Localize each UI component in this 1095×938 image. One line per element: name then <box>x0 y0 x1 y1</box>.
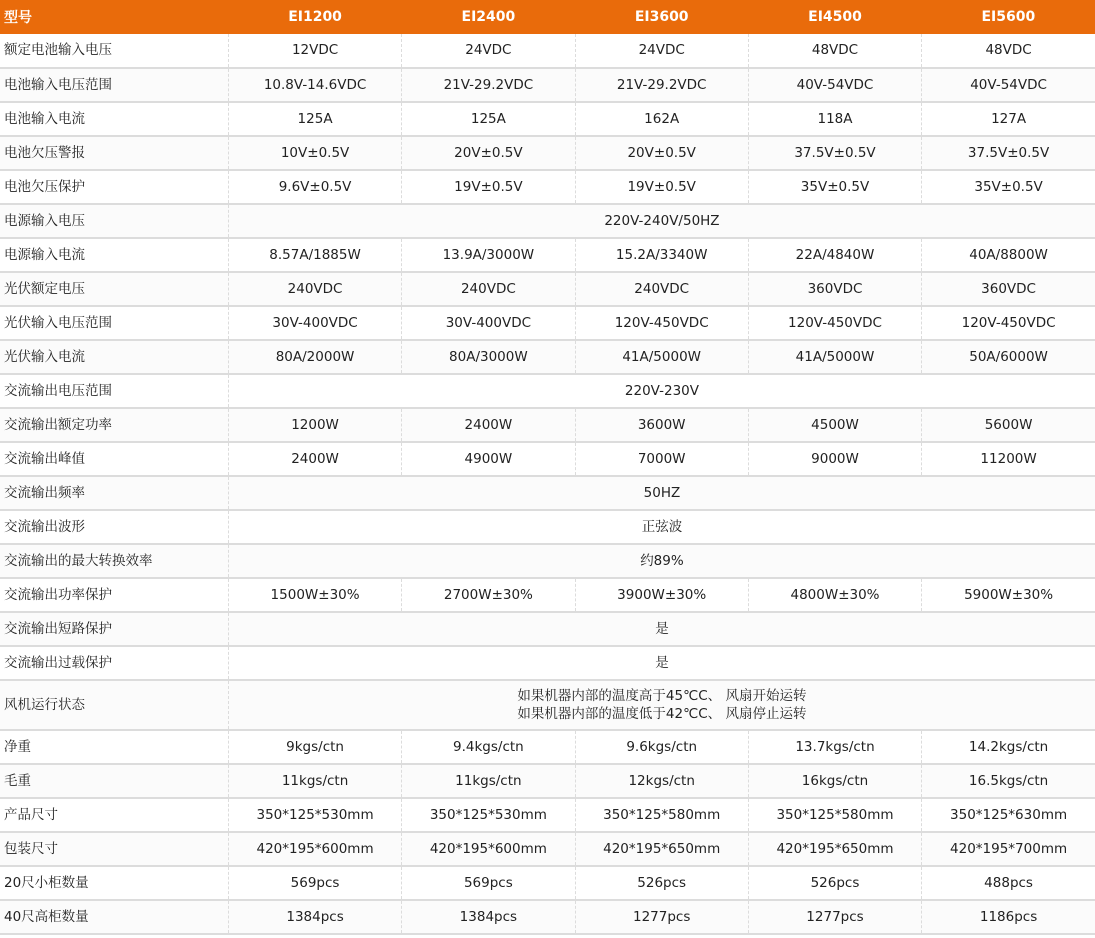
table-row <box>0 578 1095 612</box>
header-model-ei5600: EI5600 <box>922 0 1095 34</box>
spec-value-cell: 11200W <box>922 442 1095 476</box>
row-label: 光伏输入电流 <box>0 340 228 374</box>
spec-value-cell: 19V±0.5V <box>575 170 748 204</box>
table-row <box>0 170 1095 204</box>
spec-value-cell: 9.4kgs/ctn <box>402 730 575 764</box>
row-label: 光伏额定电压 <box>0 272 228 306</box>
spec-value-cell: 526pcs <box>575 866 748 900</box>
spec-value-cell: 80A/2000W <box>228 340 401 374</box>
spec-value-cell: 1384pcs <box>402 900 575 934</box>
spec-value-cell: 20V±0.5V <box>575 136 748 170</box>
table-row <box>0 730 1095 764</box>
spec-merged-cell: 是 <box>228 612 1095 646</box>
spec-value-cell: 360VDC <box>748 272 921 306</box>
spec-value-cell: 12VDC <box>228 34 401 68</box>
spec-value-cell: 40V-54VDC <box>922 68 1095 102</box>
spec-value-cell: 2700W±30% <box>402 578 575 612</box>
spec-merged-cell: 220V-240V/50HZ <box>228 204 1095 238</box>
row-label: 毛重 <box>0 764 228 798</box>
header-model-ei2400: EI2400 <box>402 0 575 34</box>
spec-value-cell: 30V-400VDC <box>402 306 575 340</box>
spec-value-cell: 16.5kgs/ctn <box>922 764 1095 798</box>
row-label: 电池输入电流 <box>0 102 228 136</box>
spec-value-cell: 420*195*600mm <box>228 832 401 866</box>
spec-value-cell: 350*125*580mm <box>748 798 921 832</box>
spec-value-cell: 1200W <box>228 408 401 442</box>
row-label: 产品尺寸 <box>0 798 228 832</box>
spec-value-cell: 488pcs <box>922 866 1095 900</box>
spec-value-cell: 120V-450VDC <box>748 306 921 340</box>
table-row <box>0 646 1095 680</box>
row-label: 电源输入电流 <box>0 238 228 272</box>
spec-value-cell: 41A/5000W <box>748 340 921 374</box>
spec-table-header <box>0 0 1095 34</box>
spec-value-cell: 2400W <box>228 442 401 476</box>
spec-value-cell: 420*195*700mm <box>922 832 1095 866</box>
spec-value-cell: 240VDC <box>575 272 748 306</box>
spec-merged-cell <box>228 680 1095 730</box>
spec-value-cell: 21V-29.2VDC <box>402 68 575 102</box>
spec-value-cell: 5600W <box>922 408 1095 442</box>
spec-value-cell: 10V±0.5V <box>228 136 401 170</box>
spec-value-cell: 9000W <box>748 442 921 476</box>
spec-value-cell: 350*125*630mm <box>922 798 1095 832</box>
merged-cell-line: 如果机器内部的温度高于45℃C、 风扇开始运转 <box>517 687 807 704</box>
table-row <box>0 204 1095 238</box>
spec-value-cell: 80A/3000W <box>402 340 575 374</box>
header-model-label: 型号 <box>0 0 228 34</box>
table-row <box>0 306 1095 340</box>
spec-value-cell: 4500W <box>748 408 921 442</box>
spec-value-cell: 48VDC <box>748 34 921 68</box>
row-label: 交流输出电压范围 <box>0 374 228 408</box>
spec-value-cell: 1500W±30% <box>228 578 401 612</box>
spec-value-cell: 350*125*530mm <box>228 798 401 832</box>
row-label: 额定电池输入电压 <box>0 34 228 68</box>
table-row <box>0 764 1095 798</box>
spec-value-cell: 12kgs/ctn <box>575 764 748 798</box>
spec-value-cell: 20V±0.5V <box>402 136 575 170</box>
spec-value-cell: 9.6kgs/ctn <box>575 730 748 764</box>
header-row <box>0 0 1095 34</box>
row-label: 交流输出过载保护 <box>0 646 228 680</box>
merged-cell-line: 如果机器内部的温度低于42℃C、 风扇停止运转 <box>517 706 807 722</box>
spec-value-cell: 13.7kgs/ctn <box>748 730 921 764</box>
spec-value-cell: 11kgs/ctn <box>228 764 401 798</box>
spec-value-cell: 360VDC <box>922 272 1095 306</box>
spec-value-cell: 24VDC <box>575 34 748 68</box>
spec-value-cell: 48VDC <box>922 34 1095 68</box>
spec-value-cell: 9.6V±0.5V <box>228 170 401 204</box>
spec-value-cell: 40V-54VDC <box>748 68 921 102</box>
table-row <box>0 866 1095 900</box>
spec-merged-cell: 220V-230V <box>228 374 1095 408</box>
row-label: 交流输出的最大转换效率 <box>0 544 228 578</box>
spec-value-cell: 569pcs <box>228 866 401 900</box>
row-label: 电池欠压警报 <box>0 136 228 170</box>
spec-value-cell: 15.2A/3340W <box>575 238 748 272</box>
spec-value-cell: 35V±0.5V <box>748 170 921 204</box>
table-row <box>0 68 1095 102</box>
spec-value-cell: 35V±0.5V <box>922 170 1095 204</box>
spec-value-cell: 1186pcs <box>922 900 1095 934</box>
spec-value-cell: 41A/5000W <box>575 340 748 374</box>
spec-value-cell: 1277pcs <box>748 900 921 934</box>
spec-value-cell: 1384pcs <box>228 900 401 934</box>
table-row <box>0 102 1095 136</box>
spec-value-cell: 40A/8800W <box>922 238 1095 272</box>
row-label: 光伏输入电压范围 <box>0 306 228 340</box>
spec-value-cell: 2400W <box>402 408 575 442</box>
spec-value-cell: 420*195*650mm <box>748 832 921 866</box>
spec-value-cell: 240VDC <box>402 272 575 306</box>
row-label: 风机运行状态 <box>0 680 228 730</box>
spec-value-cell: 9kgs/ctn <box>228 730 401 764</box>
spec-value-cell: 5900W±30% <box>922 578 1095 612</box>
table-row <box>0 900 1095 934</box>
row-label: 电源输入电压 <box>0 204 228 238</box>
spec-value-cell: 350*125*530mm <box>402 798 575 832</box>
spec-value-cell: 24VDC <box>402 34 575 68</box>
spec-value-cell: 21V-29.2VDC <box>575 68 748 102</box>
table-row <box>0 798 1095 832</box>
spec-value-cell: 37.5V±0.5V <box>748 136 921 170</box>
spec-value-cell: 118A <box>748 102 921 136</box>
table-row <box>0 442 1095 476</box>
spec-value-cell: 1277pcs <box>575 900 748 934</box>
table-row <box>0 510 1095 544</box>
spec-merged-cell: 是 <box>228 646 1095 680</box>
row-label: 40尺高柜数量 <box>0 900 228 934</box>
spec-merged-cell: 约89% <box>228 544 1095 578</box>
row-label: 交流输出额定功率 <box>0 408 228 442</box>
spec-value-cell: 10.8V-14.6VDC <box>228 68 401 102</box>
header-model-ei4500: EI4500 <box>748 0 921 34</box>
spec-value-cell: 526pcs <box>748 866 921 900</box>
spec-value-cell: 240VDC <box>228 272 401 306</box>
table-row <box>0 612 1095 646</box>
spec-value-cell: 125A <box>402 102 575 136</box>
header-model-ei3600: EI3600 <box>575 0 748 34</box>
row-label: 交流输出短路保护 <box>0 612 228 646</box>
spec-value-cell: 420*195*600mm <box>402 832 575 866</box>
spec-value-cell: 37.5V±0.5V <box>922 136 1095 170</box>
spec-value-cell: 127A <box>922 102 1095 136</box>
spec-value-cell: 50A/6000W <box>922 340 1095 374</box>
spec-value-cell: 19V±0.5V <box>402 170 575 204</box>
row-label: 净重 <box>0 730 228 764</box>
spec-value-cell: 125A <box>228 102 401 136</box>
row-label: 交流输出功率保护 <box>0 578 228 612</box>
table-row <box>0 832 1095 866</box>
spec-value-cell: 162A <box>575 102 748 136</box>
table-row <box>0 238 1095 272</box>
spec-value-cell: 3600W <box>575 408 748 442</box>
table-row <box>0 340 1095 374</box>
spec-value-cell: 22A/4840W <box>748 238 921 272</box>
spec-value-cell: 3900W±30% <box>575 578 748 612</box>
spec-value-cell: 120V-450VDC <box>575 306 748 340</box>
table-row <box>0 544 1095 578</box>
spec-value-cell: 11kgs/ctn <box>402 764 575 798</box>
spec-value-cell: 8.57A/1885W <box>228 238 401 272</box>
spec-value-cell: 420*195*650mm <box>575 832 748 866</box>
spec-merged-cell: 正弦波 <box>228 510 1095 544</box>
table-row <box>0 136 1095 170</box>
spec-value-cell: 350*125*580mm <box>575 798 748 832</box>
spec-value-cell: 16kgs/ctn <box>748 764 921 798</box>
spec-value-cell: 120V-450VDC <box>922 306 1095 340</box>
spec-merged-cell: 50HZ <box>228 476 1095 510</box>
table-row <box>0 476 1095 510</box>
row-label: 电池输入电压范围 <box>0 68 228 102</box>
table-row <box>0 34 1095 68</box>
spec-value-cell: 30V-400VDC <box>228 306 401 340</box>
header-model-ei1200: EI1200 <box>228 0 401 34</box>
row-label: 交流输出频率 <box>0 476 228 510</box>
spec-table-body <box>0 34 1095 934</box>
spec-value-cell: 4800W±30% <box>748 578 921 612</box>
table-row <box>0 272 1095 306</box>
spec-value-cell: 14.2kgs/ctn <box>922 730 1095 764</box>
table-row <box>0 408 1095 442</box>
spec-value-cell: 7000W <box>575 442 748 476</box>
row-label: 交流输出峰值 <box>0 442 228 476</box>
spec-value-cell: 569pcs <box>402 866 575 900</box>
spec-value-cell: 4900W <box>402 442 575 476</box>
row-label: 20尺小柜数量 <box>0 866 228 900</box>
row-label: 包装尺寸 <box>0 832 228 866</box>
table-row <box>0 374 1095 408</box>
row-label: 交流输出波形 <box>0 510 228 544</box>
row-label: 电池欠压保护 <box>0 170 228 204</box>
spec-value-cell: 13.9A/3000W <box>402 238 575 272</box>
table-row <box>0 680 1095 730</box>
